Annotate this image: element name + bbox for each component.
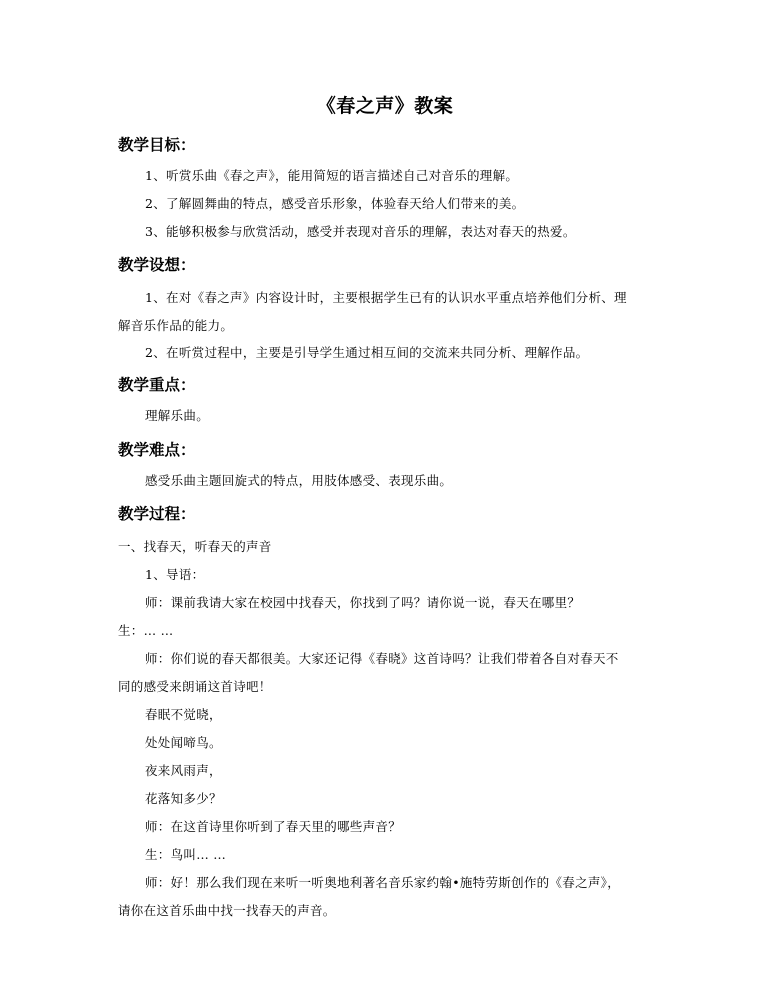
process-line: 师：你们说的春天都很美。大家还记得《春晓》这首诗吗？让我们带着各自对春天不	[145, 651, 619, 666]
heading-teaching-ideas: 教学设想：	[118, 255, 196, 274]
poem-line: 处处闻啼鸟。	[145, 735, 222, 750]
goal-item-1: 1、听赏乐曲《春之声》，能用简短的语言描述自己对音乐的理解。	[145, 168, 519, 183]
heading-key-point: 教学重点：	[118, 375, 196, 394]
heading-teaching-process: 教学过程：	[118, 504, 196, 523]
process-line: 同的感受来朗诵这首诗吧！	[118, 679, 272, 694]
process-line: 师：好！那么我们现在来听一听奥地利著名音乐家约翰•施特劳斯创作的《春之声》，	[145, 875, 621, 890]
goal-item-3: 3、能够积极参与欣赏活动，感受并表现对音乐的理解，表达对春天的热爱。	[145, 224, 576, 239]
heading-difficulty: 教学难点：	[118, 440, 196, 459]
process-line: 师：课前我请大家在校园中找春天，你找到了吗？请你说一说，春天在哪里？	[145, 595, 581, 610]
process-line: 生：鸟叫… …	[145, 847, 227, 862]
process-line: 请你在这首乐曲中找一找春天的声音。	[118, 903, 336, 918]
key-point-text: 理解乐曲。	[145, 408, 210, 423]
idea-item-1-line-1: 1、在对《春之声》内容设计时，主要根据学生已有的认识水平重点培养他们分析、理	[145, 290, 627, 305]
difficulty-text: 感受乐曲主题回旋式的特点，用肢体感受、表现乐曲。	[145, 473, 453, 488]
process-line: 生：… …	[118, 623, 174, 638]
poem-line: 夜来风雨声，	[145, 763, 222, 778]
idea-item-2: 2、在听赏过程中，主要是引导学生通过相互间的交流来共同分析、理解作品。	[145, 345, 589, 360]
process-line: 1、导语：	[145, 567, 205, 582]
process-line: 一、找春天，听春天的声音	[118, 539, 272, 554]
poem-line: 花落知多少？	[145, 791, 222, 806]
heading-teaching-goals: 教学目标：	[118, 135, 196, 154]
process-line: 师：在这首诗里你听到了春天里的哪些声音？	[145, 819, 402, 834]
poem-line: 春眠不觉晓，	[145, 707, 222, 722]
document-title: 《春之声》教案	[316, 95, 454, 117]
goal-item-2: 2、了解圆舞曲的特点，感受音乐形象，体验春天给人们带来的美。	[145, 196, 525, 211]
idea-item-1-line-2: 解音乐作品的能力。	[118, 318, 234, 333]
